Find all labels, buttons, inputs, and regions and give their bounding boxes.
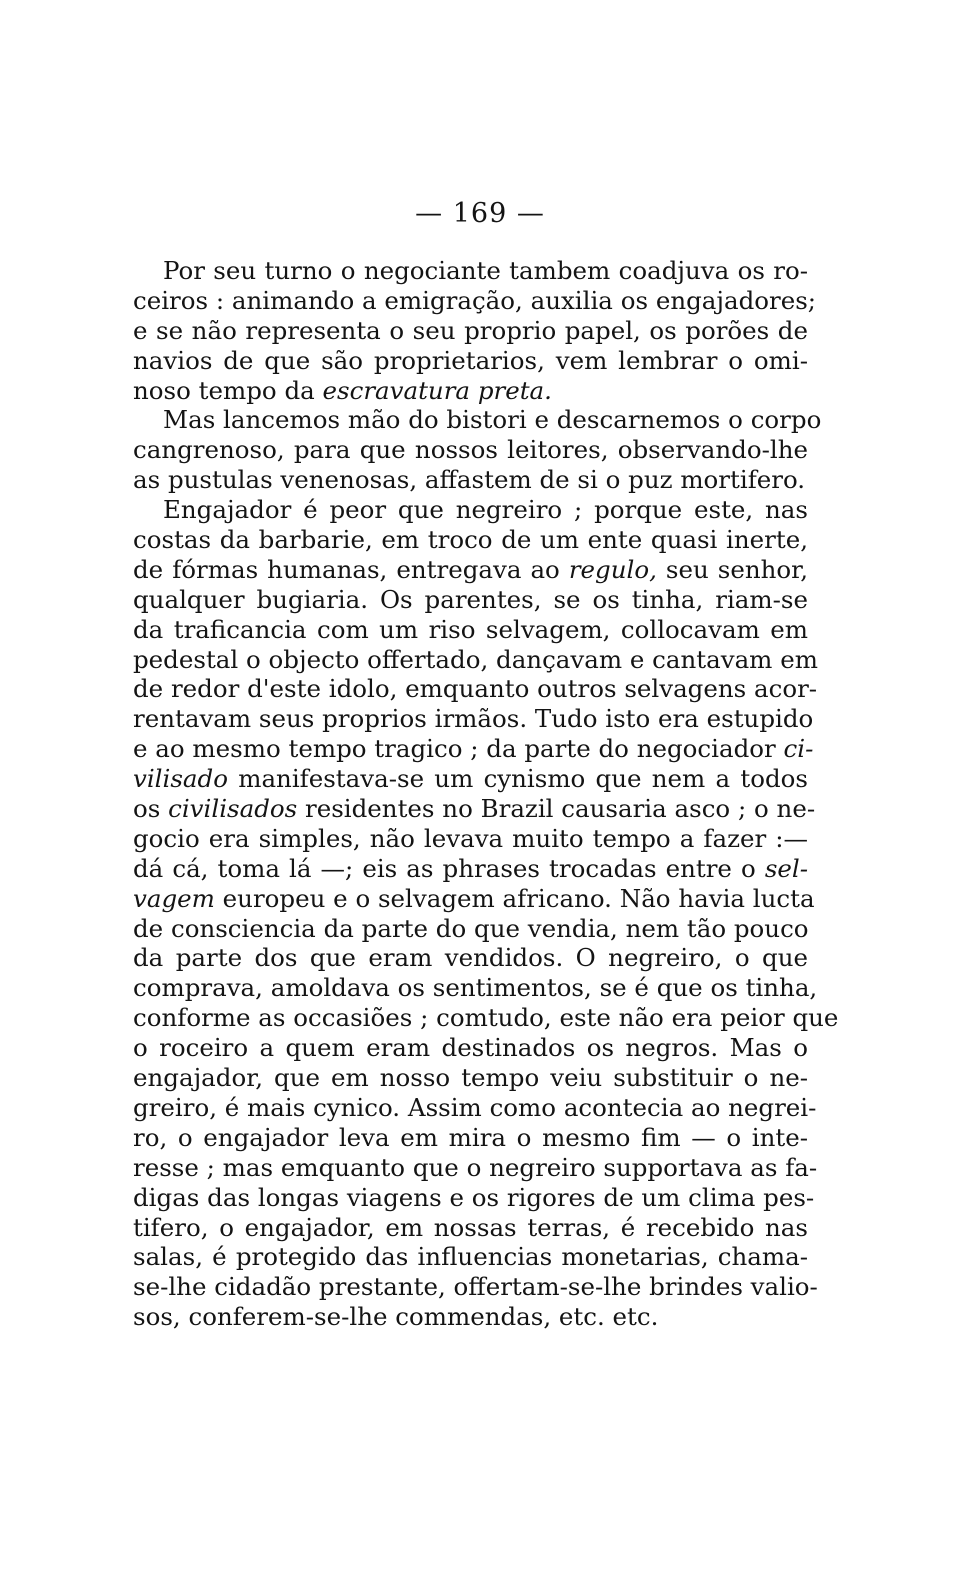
text-line bbox=[133, 495, 808, 525]
text-segment: o roceiro a quem eram destinados os negros. Mas o bbox=[133, 1033, 808, 1063]
text-segment: salas, é protegido das influencias monetarias, chama- bbox=[133, 1242, 808, 1272]
text-line bbox=[133, 465, 808, 495]
text-segment: de consciencia da parte do que vendia, nem tão pouco bbox=[133, 913, 809, 943]
text-line bbox=[133, 1272, 818, 1302]
text-line bbox=[133, 973, 818, 1003]
text-segment: ceiros : animando a emigração, auxilia os engajadores; bbox=[133, 285, 817, 315]
text-segment: ro, o engajador leva em mira o mesmo fim — o inte- bbox=[133, 1122, 808, 1152]
text-line bbox=[133, 405, 822, 435]
text-line bbox=[133, 285, 817, 316]
text-segment: europeu e o selvagem africano. Não havia lucta bbox=[214, 883, 815, 913]
text-line bbox=[133, 1152, 818, 1183]
text-segment: da parte dos que eram vendidos. O negreiro, o que bbox=[133, 943, 808, 973]
text-segment: Por seu turno o negociante tambem coadjuva os ro- bbox=[163, 256, 808, 285]
text-line bbox=[133, 525, 808, 555]
body-text bbox=[133, 256, 839, 1332]
text-segment: sos, conferem-se-lhe commendas, etc. etc. bbox=[133, 1302, 659, 1332]
italic-text: escravatura preta. bbox=[322, 375, 552, 405]
text-line bbox=[133, 256, 808, 286]
text-segment: de redor d'este idolo, emquanto outros selvagens acor- bbox=[133, 674, 818, 704]
text-line bbox=[133, 914, 808, 944]
text-line bbox=[133, 704, 814, 734]
text-segment: Engajador é peor que negreiro ; porque este, nas bbox=[163, 495, 808, 525]
text-segment: Mas lancemos mão do bistori e descarnemos o corpo bbox=[163, 405, 822, 435]
text-segment: costas da barbarie, em troco de um ente quasi inerte, bbox=[133, 525, 808, 555]
text-line bbox=[133, 585, 808, 615]
text-line bbox=[133, 1213, 808, 1243]
text-line bbox=[133, 376, 808, 406]
text-line bbox=[133, 794, 816, 824]
text-segment: gocio era simples, não levava muito tempo a fazer :— bbox=[133, 823, 808, 853]
text-segment: manifestava-se um cynismo que nem a todos bbox=[227, 764, 808, 794]
text-segment: greiro, é mais cynico. Assim como acontecia ao negrei- bbox=[133, 1092, 817, 1122]
text-segment: cangrenoso, para que nossos leitores, observando-lhe bbox=[133, 435, 808, 465]
text-segment: tifero, o engajador, em nossas terras, é recebido nas bbox=[133, 1212, 808, 1242]
text-line bbox=[133, 615, 808, 645]
page-number: — 169 — bbox=[415, 198, 545, 229]
text-line bbox=[133, 1123, 808, 1153]
text-segment: os bbox=[133, 794, 169, 824]
text-line bbox=[133, 943, 808, 973]
text-segment: comprava, amoldava os sentimentos, se é que os tinha, bbox=[133, 973, 818, 1003]
text-segment: resse ; mas emquanto que o negreiro supportava as fa- bbox=[133, 1152, 818, 1182]
text-segment: e ao mesmo tempo tragico ; da parte do negociador bbox=[133, 734, 784, 764]
italic-text: vilisado bbox=[133, 764, 228, 794]
text-segment: rentavam seus proprios irmãos. Tudo isto era estupido bbox=[133, 704, 814, 734]
italic-text: ci- bbox=[783, 734, 814, 764]
italic-text: vagem bbox=[133, 883, 215, 913]
text-segment: qualquer bugiaria. Os parentes, se os tinha, riam-se bbox=[133, 584, 808, 614]
text-segment: pedestal o objecto offertado, dançavam e cantavam em bbox=[133, 644, 818, 674]
text-line bbox=[133, 435, 808, 465]
text-segment: de fórmas humanas, entregava ao bbox=[133, 554, 569, 584]
text-segment: da traficancia com um riso selvagem, collocavam em bbox=[133, 614, 808, 644]
text-line bbox=[133, 1182, 815, 1213]
text-line bbox=[133, 674, 818, 704]
text-line bbox=[133, 1033, 808, 1063]
text-line bbox=[133, 1242, 808, 1272]
text-line bbox=[133, 1063, 808, 1093]
text-segment: navios de que são proprietarios, vem lembrar o omi- bbox=[133, 345, 808, 375]
text-line bbox=[133, 1302, 808, 1332]
text-line bbox=[133, 1003, 839, 1033]
text-line bbox=[133, 346, 808, 376]
text-segment: se-lhe cidadão prestante, offertam-se-lhe brindes valio- bbox=[133, 1272, 818, 1302]
text-segment: dá cá, toma lá —; eis as phrases trocadas entre o bbox=[133, 853, 765, 883]
text-segment: digas das longas viagens e os rigores de um clima pes- bbox=[133, 1182, 815, 1212]
text-line bbox=[133, 644, 818, 675]
italic-text: civilisados bbox=[168, 794, 298, 824]
text-line bbox=[133, 1092, 817, 1123]
italic-text: regulo, bbox=[568, 554, 657, 584]
text-line bbox=[133, 824, 808, 854]
text-segment: noso tempo da bbox=[133, 375, 323, 405]
text-segment: residentes no Brazil causaria asco ; o ne- bbox=[297, 794, 816, 824]
italic-text: sel- bbox=[764, 853, 808, 883]
text-segment: e se não representa o seu proprio papel, os porões de bbox=[133, 315, 808, 345]
text-line bbox=[133, 555, 808, 585]
text-segment: as pustulas venenosas, affastem de si o puz mortifero. bbox=[133, 465, 806, 495]
text-line bbox=[133, 734, 814, 764]
text-segment: engajador, que em nosso tempo veiu substituir o ne- bbox=[133, 1063, 808, 1093]
text-line bbox=[133, 764, 808, 794]
text-segment: seu senhor, bbox=[656, 554, 808, 584]
text-line bbox=[133, 316, 808, 346]
text-line bbox=[133, 854, 808, 884]
text-line bbox=[133, 883, 815, 914]
text-segment: conforme as occasiões ; comtudo, este não era peior que bbox=[133, 1003, 839, 1033]
